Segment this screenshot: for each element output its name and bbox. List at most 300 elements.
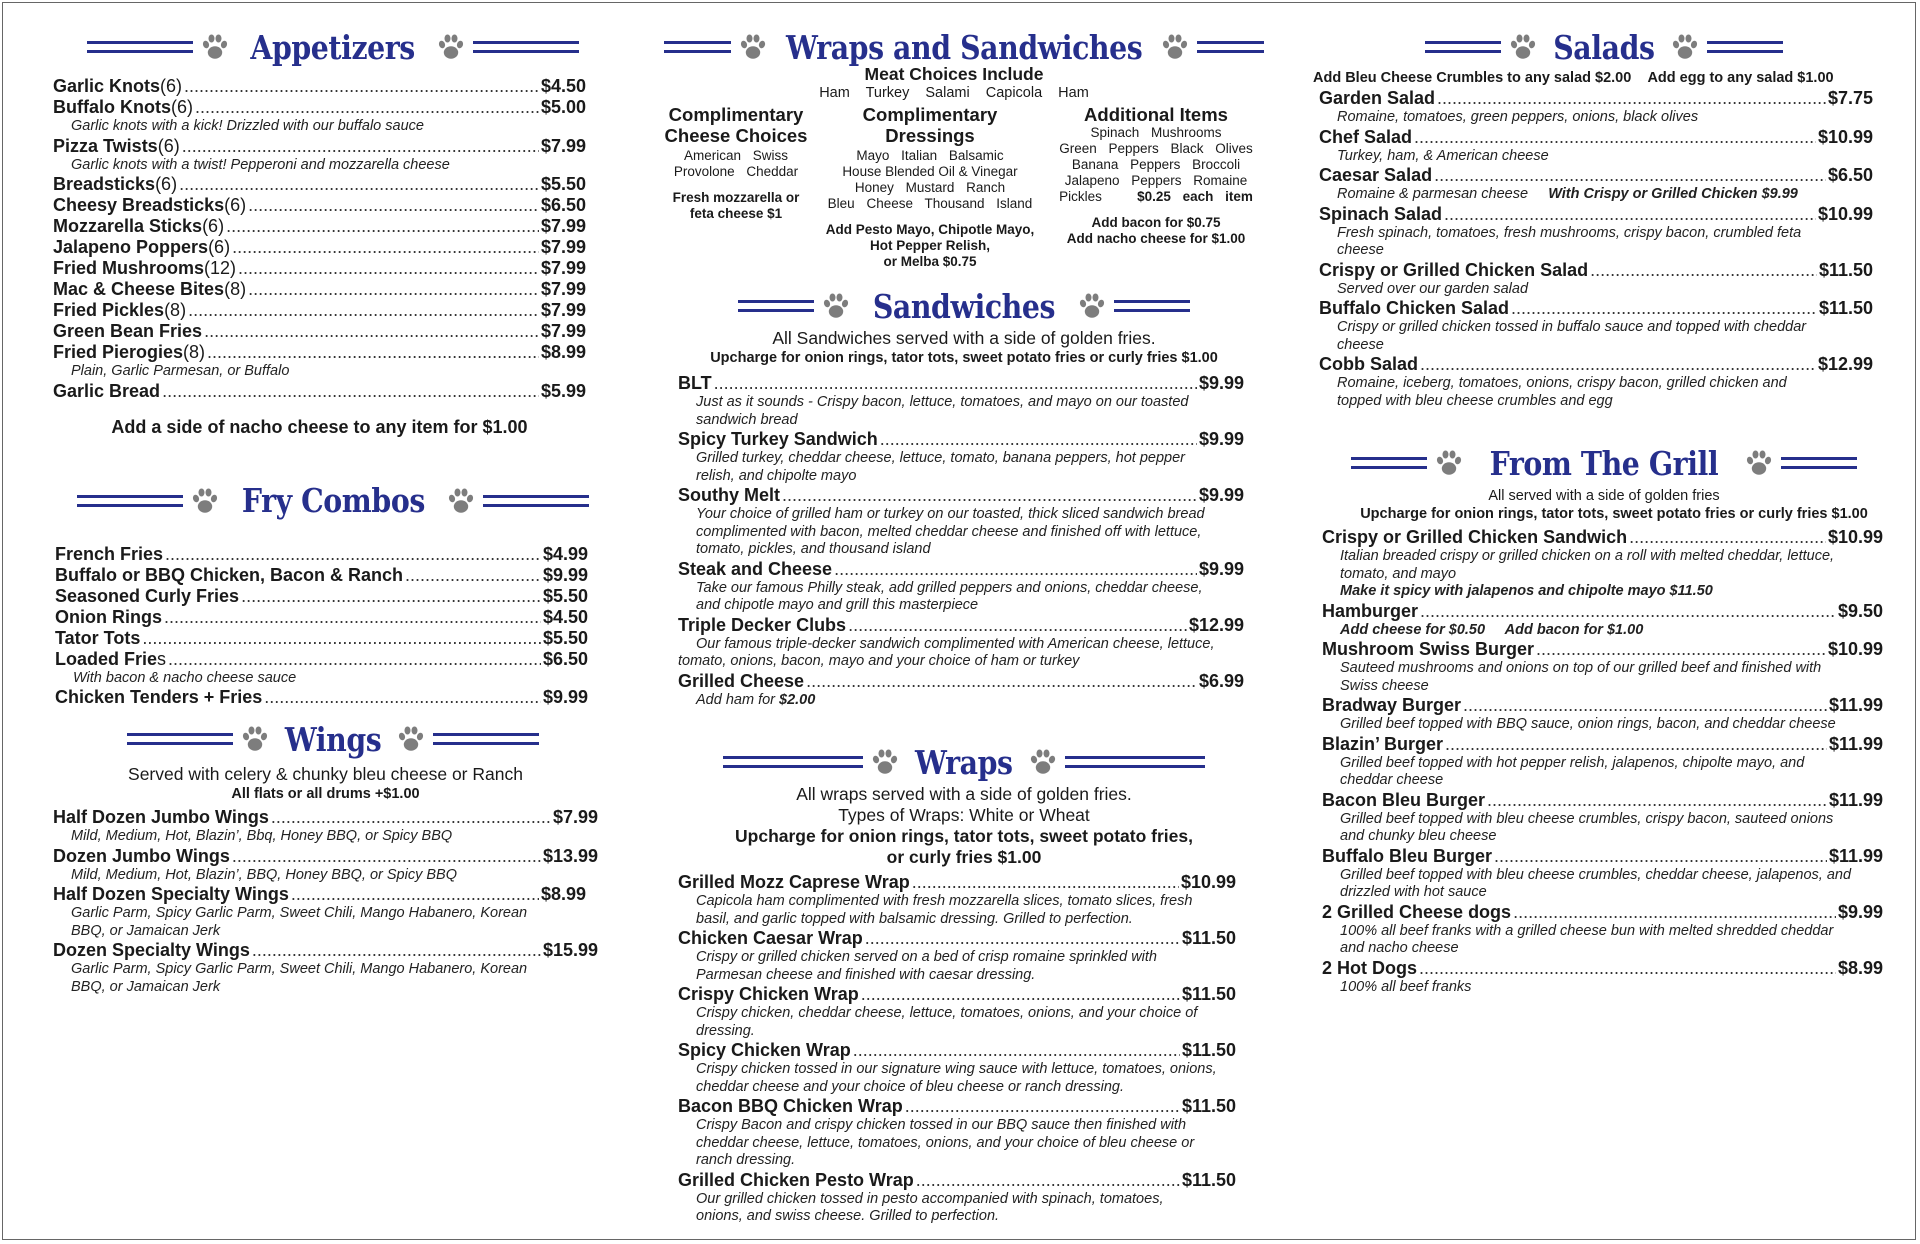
- paw-print-icon: [820, 290, 852, 322]
- item-name: Crispy or Grilled Chicken Sandwich: [1322, 527, 1628, 547]
- item-count: (6): [157, 135, 180, 156]
- header-rule-right: [1114, 300, 1190, 312]
- wraps-subtitle-4: or curly fries $1.00: [886, 847, 1042, 867]
- header-rule-left: [1351, 457, 1427, 469]
- cheese-note: Fresh mozzarella or: [672, 190, 800, 205]
- menu-item: [678, 671, 1244, 692]
- menu-item: [678, 559, 1244, 580]
- additional-item: Jalapeno Peppers Romaine: [1064, 173, 1248, 188]
- menu-item: [53, 216, 586, 237]
- item-description: Crispy chicken tossed in our signature wing sauce with lettuce, tomatoes, onions, cheddar cheese and your choice of bleu cheese or ranch dressing.: [696, 1061, 1217, 1095]
- menu-item: [53, 342, 586, 363]
- grill-list: [1313, 527, 1883, 996]
- item-price: $9.99: [542, 564, 588, 585]
- menu-item: [55, 586, 588, 607]
- item-description: 100% all beef franks with a grilled cheese bun with melted shredded cheddar and nacho cheese: [1340, 922, 1834, 956]
- item-price: $11.50: [1181, 1096, 1236, 1116]
- item-name: Pizza Twists: [53, 135, 158, 156]
- item-price: $4.99: [542, 543, 588, 564]
- item-price: $11.50: [1818, 298, 1873, 318]
- item-price: $11.99: [1828, 733, 1883, 754]
- item-price: $8.99: [540, 884, 586, 904]
- menu-item: [678, 373, 1244, 394]
- item-count: (6): [160, 76, 183, 96]
- item-description: Grilled beef topped with BBQ sauce, onion rings, bacon, and cheddar cheese: [1340, 716, 1836, 732]
- item-count: (6): [224, 195, 247, 215]
- menu-item: [53, 136, 586, 157]
- item-name: Buffalo Bleu Burger: [1322, 845, 1493, 866]
- item-price: $7.99: [540, 279, 586, 299]
- wraps-subtitle-2: Types of Wraps: White or Wheat: [838, 805, 1090, 825]
- item-name: French Fries: [55, 543, 164, 564]
- item-price: $11.50: [1181, 984, 1236, 1004]
- item-price: $5.50: [542, 585, 588, 606]
- item-description: Romaine, iceberg, tomatoes, onions, crispy bacon, grilled chicken and topped with bleu cheese crumbles and egg: [1337, 375, 1787, 409]
- wings-title: Wings: [284, 719, 382, 759]
- item-name: BLT: [678, 373, 712, 393]
- menu-item: [1322, 790, 1883, 811]
- cheese-option: Provolone Cheddar: [673, 164, 799, 179]
- item-price: $5.99: [540, 380, 586, 401]
- item-description: Garlic Parm, Spicy Garlic Parm, Sweet Chili, Mango Habanero, Korean BBQ, or Jamaican Jerk: [71, 905, 528, 939]
- paw-print-icon: [1159, 31, 1191, 63]
- sandwiches-section: [664, 284, 1264, 709]
- item-price: $10.99: [1827, 639, 1883, 659]
- additional-note: Add bacon for $0.75: [1091, 215, 1221, 230]
- additional-item: [1056, 189, 1256, 205]
- item-name: Garlic Knots: [53, 76, 161, 96]
- item-price: $7.99: [540, 300, 586, 320]
- item-price: $5.50: [542, 627, 588, 648]
- additional-item-price: $0.25 each item: [1137, 189, 1253, 204]
- item-price: $9.99: [542, 687, 588, 707]
- additional-items: [1056, 104, 1256, 247]
- item-price: $6.99: [1198, 670, 1244, 691]
- menu-item: [1319, 88, 1873, 109]
- item-name: Mac & Cheese Bites: [53, 279, 225, 299]
- menu-item: [55, 628, 588, 649]
- dressing-note: Add Pesto Mayo, Chipotle Mayo,: [825, 222, 1035, 237]
- item-name: 2 Hot Dogs: [1322, 957, 1418, 978]
- item-price: $11.99: [1828, 695, 1883, 715]
- item-description: Italian breaded crispy or grilled chicken on a roll with melted cheddar, lettuce, tomato, and mayo: [1340, 548, 1835, 582]
- item-name: Triple Decker Clubs: [678, 614, 847, 635]
- item-name: Chicken Tenders + Fries: [55, 687, 263, 707]
- menu-item: [1322, 695, 1883, 716]
- menu-item: [53, 174, 586, 195]
- item-description: Capicola ham complimented with fresh mozzarella slices, tomato slices, fresh basil, and garlic topped with balsamic dressing. Grilled to perfection.: [696, 893, 1193, 927]
- header-rule-right: [1707, 41, 1783, 53]
- item-price: $15.99: [542, 940, 598, 960]
- salads-header: [1313, 22, 1895, 72]
- additional-item: Banana Peppers Broccoli: [1071, 157, 1241, 172]
- item-name: Green Bean Fries: [53, 321, 203, 341]
- menu-item: [1319, 127, 1873, 148]
- item-name: Onion Rings: [55, 606, 162, 627]
- item-price: $7.99: [540, 321, 586, 341]
- item-description: Our grilled chicken tossed in pesto accompanied with spinach, tomatoes, onions, and swiss cheese. Grilled to perfection.: [696, 1190, 1164, 1224]
- dressing-option: Honey Mustard Ranch: [854, 180, 1006, 195]
- item-description: [1319, 186, 1873, 204]
- item-name: Spicy Chicken Wrap: [678, 1040, 851, 1060]
- item-price: $5.00: [540, 97, 586, 117]
- item-description: Our famous triple-decker sandwich complimented with American cheese, lettuce, tomato, onions, bacon, mayo and your choice of ham or turkey: [678, 635, 1215, 669]
- item-count: (12): [204, 258, 237, 278]
- item-description: Garlic knots with a kick! Drizzled with our buffalo sauce: [71, 118, 424, 134]
- item-name: Mozzarella Sticks: [53, 216, 203, 236]
- wraps-sandwiches-title: Wraps and Sandwiches: [785, 27, 1143, 67]
- header-rule-right: [1065, 756, 1205, 768]
- item-price: $7.99: [540, 135, 586, 156]
- item-price: $9.50: [1837, 600, 1883, 621]
- item-name: Bradway Burger: [1322, 695, 1462, 715]
- item-price: $4.50: [540, 76, 586, 96]
- item-description: [678, 692, 1244, 710]
- paw-print-icon: [1507, 31, 1539, 63]
- cheese-title: Cheese Choices: [664, 125, 808, 146]
- menu-item: [678, 928, 1236, 949]
- paw-print-icon: [1743, 447, 1775, 479]
- grill-title: From The Grill: [1489, 443, 1719, 483]
- menu-item: [678, 429, 1244, 450]
- cheese-choices: [664, 104, 808, 222]
- salads-list: [1313, 88, 1873, 410]
- menu-item: [55, 687, 588, 708]
- item-price: $7.99: [540, 258, 586, 278]
- item-name: Fried Pierogies: [53, 342, 184, 362]
- menu-item: [55, 544, 588, 565]
- menu-item: [53, 258, 586, 279]
- item-description: Turkey, ham, & American cheese: [1337, 147, 1549, 164]
- item-name: Buffalo Chicken Salad: [1319, 298, 1510, 318]
- item-price: $9.99: [1198, 558, 1244, 579]
- item-name: Grilled Mozz Caprese Wrap: [678, 872, 910, 892]
- menu-item: [678, 984, 1236, 1005]
- item-name: Spicy Turkey Sandwich: [678, 429, 878, 449]
- header-rule-left: [738, 300, 814, 312]
- item-description: 100% all beef franks: [1340, 978, 1472, 995]
- item-description: With bacon & nacho cheese sauce: [73, 669, 297, 686]
- dressing-option: House Blended Oil & Vinegar: [842, 164, 1018, 179]
- item-name: Seasoned Curly Fries: [55, 585, 240, 606]
- item-price: $10.99: [1827, 527, 1883, 547]
- item-name: Mushroom Swiss Burger: [1322, 639, 1535, 659]
- item-name: Garlic Bread: [53, 380, 161, 401]
- meat-choices-list: Ham Turkey Salami Capicola Ham: [819, 85, 1089, 101]
- item-count: (6): [202, 216, 225, 236]
- item-description: Crispy Bacon and crispy chicken tossed in our BBQ sauce then finished with cheddar cheese, lettuce, tomatoes, onions, and your choice of bleu cheese or ranch dressing.: [696, 1117, 1195, 1168]
- menu-item: [55, 649, 588, 670]
- item-name: Crispy or Grilled Chicken Salad: [1319, 259, 1589, 280]
- appetizers-title: Appetizers: [250, 27, 416, 67]
- item-count: (8): [164, 300, 187, 320]
- grill-subtitle: All served with a side of golden fries: [1488, 488, 1720, 504]
- item-description: Crispy or grilled chicken served on a bed of crisp romaine sprinkled with Parmesan cheese and finished with caesar dressing.: [696, 949, 1157, 983]
- dressing-note: or Melba $0.75: [883, 254, 977, 269]
- salads-note-a: Add Bleu Cheese Crumbles to any salad $2.00: [1313, 70, 1632, 86]
- item-price: $13.99: [542, 845, 598, 866]
- sandwiches-subtitle: All Sandwiches served with a side of golden fries.: [772, 328, 1156, 348]
- item-description-text: Add ham for: [696, 691, 780, 708]
- item-description-addon: With Crispy or Grilled Chicken $9.99: [1548, 186, 1798, 202]
- menu-item: [53, 76, 586, 97]
- menu-item: [1322, 734, 1883, 755]
- wraps-title: Wraps: [915, 742, 1013, 782]
- item-name: Chicken Caesar Wrap: [678, 928, 863, 948]
- item-price: $5.50: [540, 174, 586, 194]
- paw-print-icon: [1669, 31, 1701, 63]
- item-description: Romaine, tomatoes, green peppers, onions, black olives: [1337, 109, 1699, 125]
- wings-list: [53, 764, 598, 996]
- grill-subtitle-2: Upcharge for onion rings, tator tots, sweet potato fries or curly fries $1.00: [1360, 506, 1868, 522]
- additional-items-title: Additional Items: [1084, 104, 1228, 125]
- item-description: Served over our garden salad: [1337, 280, 1529, 297]
- item-name: Half Dozen Specialty Wings: [53, 884, 289, 904]
- item-description-price: $2.00: [779, 691, 816, 708]
- item-name: Cobb Salad: [1319, 354, 1419, 374]
- cheese-option: American Swiss: [683, 148, 789, 163]
- paw-print-icon: [737, 31, 769, 63]
- appetizers-list: [53, 76, 586, 438]
- sandwiches-subtitle-2: Upcharge for onion rings, tator tots, sweet potato fries or curly fries $1.00: [710, 350, 1218, 366]
- paw-print-icon: [1027, 746, 1059, 778]
- paw-print-icon: [239, 723, 271, 755]
- header-rule-left: [87, 41, 193, 53]
- item-price: $8.99: [1837, 957, 1883, 978]
- item-description: Mild, Medium, Hot, Blazin’, Bbq, Honey BBQ, or Spicy BBQ: [71, 828, 453, 844]
- salads-title: Salads: [1553, 27, 1655, 67]
- cheese-title: Complimentary: [668, 104, 804, 125]
- header-rule-left: [1425, 41, 1501, 53]
- appetizers-note: Add a side of nacho cheese to any item for $1.00: [111, 416, 528, 437]
- item-name-suffix: s: [157, 648, 167, 669]
- meat-choices: [664, 64, 1244, 101]
- item-description: Fresh spinach, tomatoes, fresh mushrooms, crispy bacon, crumbled feta cheese: [1337, 224, 1802, 258]
- item-description: Plain, Garlic Parmesan, or Buffalo: [71, 363, 290, 379]
- item-price: $9.99: [1198, 373, 1244, 393]
- paw-print-icon: [445, 485, 477, 517]
- item-price: $6.50: [540, 195, 586, 215]
- wings-header: [53, 714, 613, 764]
- item-count: (8): [224, 279, 247, 299]
- item-price: $10.99: [1817, 126, 1873, 147]
- menu-item: [53, 381, 586, 402]
- paw-print-icon: [199, 31, 231, 63]
- paw-print-icon: [395, 723, 427, 755]
- paw-print-icon: [189, 485, 221, 517]
- paw-print-icon: [1076, 290, 1108, 322]
- item-description: Just as it sounds - Crispy bacon, lettuce, tomatoes, and mayo on our toasted sandwich bread: [696, 394, 1189, 428]
- item-name: Dozen Specialty Wings: [53, 940, 250, 960]
- dressing-option: Mayo Italian Balsamic: [856, 148, 1004, 163]
- item-description: Crispy or grilled chicken tossed in buffalo sauce and topped with cheddar cheese: [1337, 319, 1807, 353]
- item-description: Crispy chicken, cheddar cheese, lettuce, tomatoes, onions, and your choice of dressing.: [696, 1005, 1198, 1039]
- item-name: Fried Mushrooms: [53, 258, 205, 278]
- dressing-option: Bleu Cheese Thousand Island: [827, 196, 1033, 211]
- menu-item: [1322, 527, 1883, 548]
- salads-note-b: Add egg to any salad $1.00: [1647, 70, 1834, 86]
- menu-item: [1319, 354, 1873, 375]
- header-rule-right: [1197, 41, 1264, 53]
- item-description: Your choice of grilled ham or turkey on our toasted, thick sliced sandwich bread complimented with bacon, melted cheddar cheese and finished off with lettuce, tomato, pickles, and thousand island: [696, 506, 1205, 557]
- menu-item: [1322, 902, 1883, 923]
- menu-item: [678, 872, 1236, 893]
- column-middle: [664, 22, 1264, 1222]
- fry-combos-list: [53, 544, 588, 709]
- item-name: Fried Pickles: [53, 300, 165, 320]
- item-extra: Add cheese for $0.50 Add bacon for $1.00: [1340, 621, 1644, 638]
- item-name: Half Dozen Jumbo Wings: [53, 807, 269, 827]
- item-price: $9.99: [1837, 901, 1883, 922]
- menu-item: [55, 607, 588, 628]
- dressing-title: Complimentary: [862, 104, 998, 125]
- item-name: Jalapeno Poppers: [53, 237, 209, 257]
- fry-combos-title: Fry Combos: [241, 481, 425, 520]
- item-description: Mild, Medium, Hot, Blazin’, BBQ, Honey BBQ, or Spicy BBQ: [71, 866, 457, 883]
- item-name: Grilled Chicken Pesto Wrap: [678, 1169, 914, 1190]
- item-name: Garden Salad: [1319, 88, 1436, 108]
- item-price: $7.99: [540, 216, 586, 236]
- item-name: Spinach Salad: [1319, 203, 1443, 224]
- fry-combos-header: [53, 476, 613, 526]
- dressing-choices: [814, 104, 1046, 270]
- menu-item: [53, 300, 586, 321]
- item-name: Southy Melt: [678, 485, 780, 505]
- menu-item: [55, 565, 588, 586]
- item-price: $9.99: [1198, 429, 1244, 449]
- sandwiches-list: [664, 373, 1244, 709]
- item-price: $10.99: [1180, 872, 1236, 892]
- item-extra: Make it spicy with jalapenos and chipolte mayo $11.50: [1340, 583, 1713, 599]
- additional-item: Spinach Mushrooms: [1090, 125, 1222, 140]
- item-name: Bacon BBQ Chicken Wrap: [678, 1096, 903, 1116]
- item-name: Tator Tots: [55, 627, 141, 648]
- menu-item: [53, 279, 586, 300]
- item-name: Buffalo or BBQ Chicken, Bacon & Ranch: [55, 564, 404, 585]
- header-rule-left: [77, 495, 183, 507]
- item-description: Grilled beef topped with hot pepper relish, jalapenos, chipolte mayo, and cheddar cheese: [1340, 754, 1805, 788]
- wraps-subtitle-3: Upcharge for onion rings, tator tots, sweet potato fries,: [735, 826, 1193, 846]
- item-name: Blazin’ Burger: [1322, 733, 1444, 754]
- item-price: $12.99: [1817, 354, 1873, 374]
- item-description: Sauteed mushrooms and onions on top of our grilled beef and finished with Swiss cheese: [1340, 660, 1822, 694]
- column-right: [1313, 22, 1895, 996]
- sandwiches-header: [664, 284, 1264, 328]
- sandwiches-title: Sandwiches: [872, 286, 1056, 326]
- menu-item: [53, 237, 586, 258]
- menu-item: [53, 195, 586, 216]
- menu-item: [1319, 298, 1873, 319]
- menu-item: [1322, 846, 1883, 867]
- menu-item: [678, 485, 1244, 506]
- header-rule-right: [1781, 457, 1857, 469]
- item-count: (6): [170, 97, 193, 117]
- header-rule-left: [127, 733, 233, 745]
- item-name: Hamburger: [1322, 600, 1419, 621]
- grill-header: [1313, 438, 1895, 488]
- item-price: $7.99: [552, 807, 598, 827]
- header-rule-left: [723, 756, 863, 768]
- item-price: $11.50: [1181, 1169, 1236, 1190]
- item-price: $6.50: [1827, 165, 1873, 185]
- item-count: (6): [155, 174, 178, 194]
- header-rule-right: [433, 733, 539, 745]
- menu-item: [678, 615, 1244, 636]
- additional-item-name: Pickles: [1059, 189, 1102, 204]
- dressing-title: Dressings: [885, 125, 975, 146]
- item-name: Breadsticks: [53, 174, 156, 194]
- item-description: Garlic knots with a twist! Pepperoni and mozzarella cheese: [71, 156, 450, 173]
- menu-item: [53, 807, 598, 828]
- item-price: $11.99: [1828, 789, 1883, 810]
- item-description-text: Romaine & parmesan cheese: [1337, 186, 1529, 202]
- item-price: $7.75: [1827, 88, 1873, 108]
- dressing-note: Hot Pepper Relish,: [869, 238, 991, 253]
- item-name: 2 Grilled Cheese dogs: [1322, 901, 1512, 922]
- item-name: Crispy Chicken Wrap: [678, 984, 859, 1004]
- paw-print-icon: [435, 31, 467, 63]
- header-rule-right: [473, 41, 579, 53]
- item-price: $12.99: [1188, 614, 1244, 635]
- item-name: Cheesy Breadsticks: [53, 195, 225, 215]
- menu-item: [1322, 639, 1883, 660]
- salads-note: [1313, 70, 1895, 86]
- item-price: $11.50: [1181, 928, 1236, 948]
- wings-subtitle: Served with celery & chunky bleu cheese or Ranch: [128, 764, 523, 784]
- item-count: (8): [183, 342, 206, 362]
- item-price: $11.99: [1828, 845, 1883, 866]
- item-description: Garlic Parm, Spicy Garlic Parm, Sweet Chili, Mango Habanero, Korean BBQ, or Jamaican Jerk: [71, 961, 528, 995]
- menu-item: [1319, 260, 1873, 281]
- wings-subtitle-2: All flats or all drums +$1.00: [231, 786, 420, 802]
- menu-item: [678, 1096, 1236, 1117]
- additional-note: Add nacho cheese for $1.00: [1066, 231, 1246, 246]
- wraps-section: [664, 740, 1264, 1226]
- item-price: $10.99: [1817, 203, 1873, 224]
- item-name: Chef Salad: [1319, 126, 1413, 147]
- item-description: Grilled turkey, cheddar cheese, lettuce, tomato, banana peppers, hot pepper relish, and chipolte mayo: [696, 450, 1186, 484]
- header-rule-right: [483, 495, 589, 507]
- item-name: Grilled Cheese: [678, 670, 805, 691]
- item-price: $11.50: [1818, 259, 1873, 280]
- item-name: Buffalo Knots: [53, 97, 171, 117]
- item-count: (6): [208, 237, 231, 257]
- item-price: $7.99: [540, 237, 586, 257]
- paw-print-icon: [1433, 447, 1465, 479]
- menu-item: [53, 846, 598, 867]
- menu-item: [53, 321, 586, 342]
- menu-item: [678, 1170, 1236, 1191]
- meat-choices-title: Meat Choices Include: [864, 64, 1044, 84]
- menu-item: [53, 97, 586, 118]
- item-description: Grilled beef topped with bleu cheese crumbles, cheddar cheese, jalapenos, and drizzled with hot sauce: [1340, 866, 1852, 900]
- item-description: Take our famous Philly steak, add grilled peppers and onions, cheddar cheese, and chipotle mayo and grill this masterpiece: [696, 579, 1203, 613]
- additional-item: Green Peppers Black Olives: [1059, 141, 1253, 156]
- wraps-header: [664, 740, 1264, 784]
- menu-item: [1319, 165, 1873, 186]
- appetizers-header: [53, 22, 613, 72]
- item-name: Caesar Salad: [1319, 165, 1433, 185]
- item-price: $4.50: [542, 606, 588, 627]
- menu-item: [678, 1040, 1236, 1061]
- item-price: $6.50: [542, 648, 588, 669]
- item-price: $11.50: [1181, 1040, 1236, 1060]
- paw-print-icon: [869, 746, 901, 778]
- menu-item: [1322, 958, 1883, 979]
- cheese-note: feta cheese $1: [689, 206, 783, 221]
- header-rule-left: [664, 41, 731, 53]
- item-name: Dozen Jumbo Wings: [53, 845, 230, 866]
